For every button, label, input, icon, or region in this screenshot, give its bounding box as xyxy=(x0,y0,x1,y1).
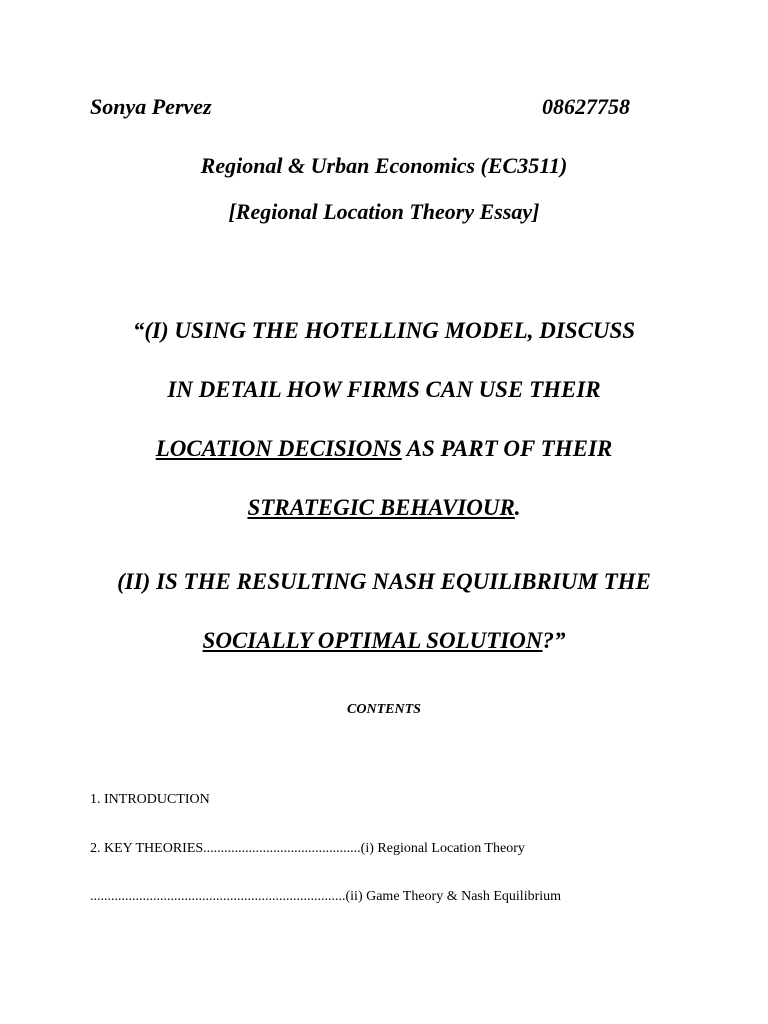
toc-item xyxy=(90,841,525,857)
question-line-6 xyxy=(0,628,768,654)
question-line-5: (II) IS THE RESULTING NASH EQUILIBRIUM THE xyxy=(117,569,651,594)
underlined-phrase: LOCATION DECISIONS xyxy=(155,436,402,461)
contents-heading: CONTENTS xyxy=(347,702,421,717)
course-title: Regional & Urban Economics (EC3511) xyxy=(200,153,568,178)
underlined-phrase: SOCIALLY OPTIMAL SOLUTION xyxy=(202,628,543,653)
question-text: ?” xyxy=(542,628,566,653)
author-name: Sonya Pervez xyxy=(90,94,212,119)
essay-type-label: [Regional Location Theory Essay] xyxy=(228,199,540,224)
underlined-phrase: STRATEGIC BEHAVIOUR xyxy=(247,495,515,520)
toc-text: (ii) Game Theory & Nash Equilibrium xyxy=(345,889,562,904)
question-line-4 xyxy=(0,495,768,521)
toc-label: 2. KEY THEORIES xyxy=(90,841,204,856)
question-text: AS PART OF THEIR xyxy=(401,436,613,461)
toc-text: (i) Regional Location Theory xyxy=(360,841,525,856)
toc-item: 1. INTRODUCTION xyxy=(90,792,210,807)
toc-leader: ......................................................................... xyxy=(90,889,346,904)
question-line-3 xyxy=(0,436,768,462)
toc-leader: ............................................. xyxy=(203,841,361,856)
student-id: 08627758 xyxy=(542,94,630,119)
question-line-2: IN DETAIL HOW FIRMS CAN USE THEIR xyxy=(167,377,601,402)
question-line-1: “(I) USING THE HOTELLING MODEL, DISCUSS xyxy=(132,318,636,343)
toc-item xyxy=(90,889,561,905)
question-text: . xyxy=(514,495,521,520)
